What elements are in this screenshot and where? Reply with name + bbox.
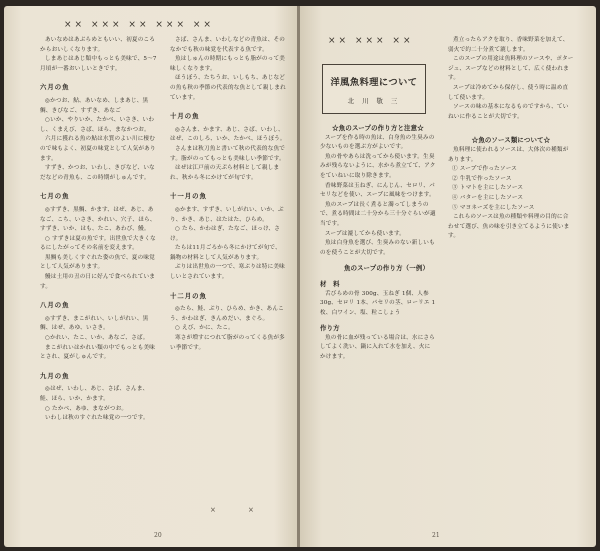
heading-december: 十二月の魚 xyxy=(170,291,207,300)
list-item: ② 牛乳で作ったソース xyxy=(452,175,512,182)
heading-august: 八月の魚 xyxy=(40,301,70,310)
right-column-2 xyxy=(448,36,574,242)
left-page xyxy=(4,6,298,547)
left-page-ornament: ×× ××× ×× ××× ×× xyxy=(64,20,214,30)
recipe-heading: 魚のスープの作り方（一例） xyxy=(344,264,430,273)
paragraph: はぜは江戸前の天ぷら材料として親しまれ、秋から冬にかけてが旬です。 xyxy=(170,165,280,181)
paragraph: ○ すずきは夏の魚です。出世魚で大きくなるにしたがってその名前を変えます。 xyxy=(40,235,156,252)
paragraph: 魚の骨に血が残っている場合は、水にさらしてよく洗い、鍋に入れて水を加え、火にかけます。 xyxy=(320,334,436,361)
article-title-box xyxy=(322,64,426,114)
paragraph: ◎たら、鮭、ぶり、ひらめ、かき、あんこう、かわはぎ、きんめだい、まぐろ。 xyxy=(170,306,284,322)
article-author: 北 川 敬 三 xyxy=(347,96,401,105)
paragraph: ○いか、やりいか、たかべ、いさき、いわし、くまえび、さば、ほら、まなかつお。 xyxy=(40,117,155,133)
paragraph: 黒鯛も美しくすぐれた姿の魚で、夏の味覚として人気があります。 xyxy=(40,254,155,271)
paragraph: 寒さが増すにつれて脂がのってくる魚が多い季節です。 xyxy=(170,335,285,351)
paragraph: スープは冷めてから保存し、使う時に温め直して使います。 xyxy=(448,84,569,101)
paragraph: あいなめはあぶらめともいい、初夏のころからおいしくなります。 xyxy=(40,37,156,53)
article-title: 洋風魚料理について xyxy=(330,76,418,88)
paragraph: 煮立ったらアクを取り、香味野菜を加えて、弱火で約二十分煮て漉します。 xyxy=(448,37,569,53)
section-heading-soup: ☆魚のスープの作り方と注意☆ xyxy=(332,124,424,132)
cross-mark-icon: × xyxy=(210,506,216,514)
paragraph: 鰻は土用の丑の日に好んで食べられています。 xyxy=(40,274,156,290)
recipe-method-label: 作り方 xyxy=(320,324,340,333)
list-item: ③ トマトを主にしたソース xyxy=(452,185,524,192)
paragraph: いわしは秋のすぐれた味覚の一つです。 xyxy=(45,415,149,422)
paragraph: ◎さんま、かます、あじ、さば、いわし、はぜ、このしろ、いか、たかべ、ほうぼう。 xyxy=(170,126,286,143)
paragraph: 魚の骨やあらは洗ってから使います。生臭みが残らないように、水から煮立てて、アクをていねいに取り除きます。 xyxy=(320,153,436,179)
sauce-list xyxy=(448,165,574,213)
paragraph: 魚のスープは長く煮ると濁ってしまうので、煮る時間は二十分から三十分ぐらいが適当です。 xyxy=(320,201,436,227)
paragraph: ○ たかべ、あゆ、まながつお。 xyxy=(45,405,128,412)
paragraph: 六月に獲れる魚の鮎は水質のよい川に棲むので味もよく、初夏の味覚として人気があります。 xyxy=(40,136,156,162)
page-number-right: 21 xyxy=(432,532,440,539)
paragraph: スープは漉してから使います。 xyxy=(325,230,406,237)
right-page xyxy=(300,6,596,547)
paragraph: スープを作る時の魚は、白身魚の生臭みの少ないものを選ぶ方がよいです。 xyxy=(320,134,435,151)
heading-september: 九月の魚 xyxy=(40,371,70,380)
paragraph: 舌びらめの骨 300g、玉ねぎ 1個、人参 30g、セロリ 1本、パセリの茎、ローリエ 1枚、白ワイン、塩、粒こしょう xyxy=(320,290,436,316)
heading-november: 十一月の魚 xyxy=(170,192,207,201)
paragraph: ほうぼう、たちうお、いしもち、あじなどの魚も秋の季節の代表的な魚として親しまれています。 xyxy=(170,75,286,101)
paragraph: 香味野菜は玉ねぎ、にんじん、セロリ、パセリなどを使い、スープに風味をつけます。 xyxy=(320,182,435,199)
left-column-2 xyxy=(170,36,286,353)
paragraph: ソースの味の基本になるものですから、ていねいに作ることが大切です。 xyxy=(448,104,569,120)
page-number-left: 20 xyxy=(154,532,162,539)
paragraph: これらのソースは魚の種類や料理の目的に合わせて選び、魚の味を引き立てるように使います。 xyxy=(448,214,570,240)
list-item: ① スープで作ったソース xyxy=(452,166,518,173)
paragraph: すずき、かつお、いわし、きびなど、いなだなどの青魚も、この時期がしゅんです。 xyxy=(40,165,155,181)
list-item: ⑤ マヨネーズを主にしたソース xyxy=(452,204,535,211)
paragraph: さば、さんま、いわしなどの青魚は、そのなかでも秋の味覚を代表する魚です。 xyxy=(170,37,286,53)
paragraph: さんまは秋刀魚と書いて秋の代表的な魚です。脂がのってもっとも美味しい季節です。 xyxy=(170,145,286,162)
heading-october: 十月の魚 xyxy=(170,112,200,121)
cross-mark-icon: × xyxy=(248,506,254,514)
section-heading-sauce: ☆魚のソース類について☆ xyxy=(471,136,551,145)
paragraph: ◎かつお、鮎、あいなめ、しまあじ、黒鯛、きびなご、すずき、あなご xyxy=(40,97,149,114)
paragraph: ◎すずき、まこがれい、いしがれい、黒鯛、はぜ、あゆ、いさき。 xyxy=(40,315,149,332)
heading-july: 七月の魚 xyxy=(40,192,70,201)
left-column-1 xyxy=(40,36,158,424)
list-item: ④ バターを主にしたソース xyxy=(452,194,524,201)
paragraph: 魚料理に使われるソースは、大体次の種類があります。 xyxy=(448,146,569,163)
paragraph: しまあじはあじ類中もっとも美味で、5～7月頃が一番おいしいときです。 xyxy=(40,56,157,72)
paragraph: ○ えび、かに、たこ。 xyxy=(175,325,234,332)
right-column-1 xyxy=(320,124,436,363)
paragraph: ◎はぜ、いわし、あじ、さば、さんま、鮭、ほら、いか、かます。 xyxy=(40,386,149,402)
recipe-ingredients-label: 材 料 xyxy=(320,279,340,288)
paragraph: ◎すずき、黒鯛、かます、はぜ、あじ、あなご、こち、いさき、かれい、穴子、ほら、すずき、いか、はも、たこ、あわび、鰻。 xyxy=(40,206,156,233)
paragraph: 魚は白身魚を選び、生臭みのない新しいものを使うことが大切です。 xyxy=(320,240,435,256)
right-page-ornament: ×× ××× ×× xyxy=(328,36,414,46)
paragraph: このスープの用途は魚料理のソースや、ポタージュ、スープなどの材料として、広く使われます。 xyxy=(448,56,574,82)
paragraph: ぶりは出世魚の一つで、寒ぶりは特に美味しいとされています。 xyxy=(170,264,285,281)
paragraph: たらは11月ごろから冬にかけてが旬で、鍋物の材料として人気があります。 xyxy=(170,245,281,261)
paragraph: ○かれい、たこ、いか、あなご、さば。 xyxy=(45,335,149,342)
paragraph: ◎かます、すずき、いしがれい、いか、ぶり、かき、あじ、はたはた、ひらめ。 xyxy=(170,206,284,223)
heading-june: 六月の魚 xyxy=(40,83,70,92)
paragraph: ○ たら、かわはぎ、たなご、ほっけ、さけ。 xyxy=(170,226,281,242)
paragraph: まこがれいはかれい類の中でもっとも美味とされ、夏がしゅんです。 xyxy=(40,344,156,361)
paragraph: 魚はしゅんの時期にもっとも脂がのって美味しくなります。 xyxy=(170,56,286,72)
